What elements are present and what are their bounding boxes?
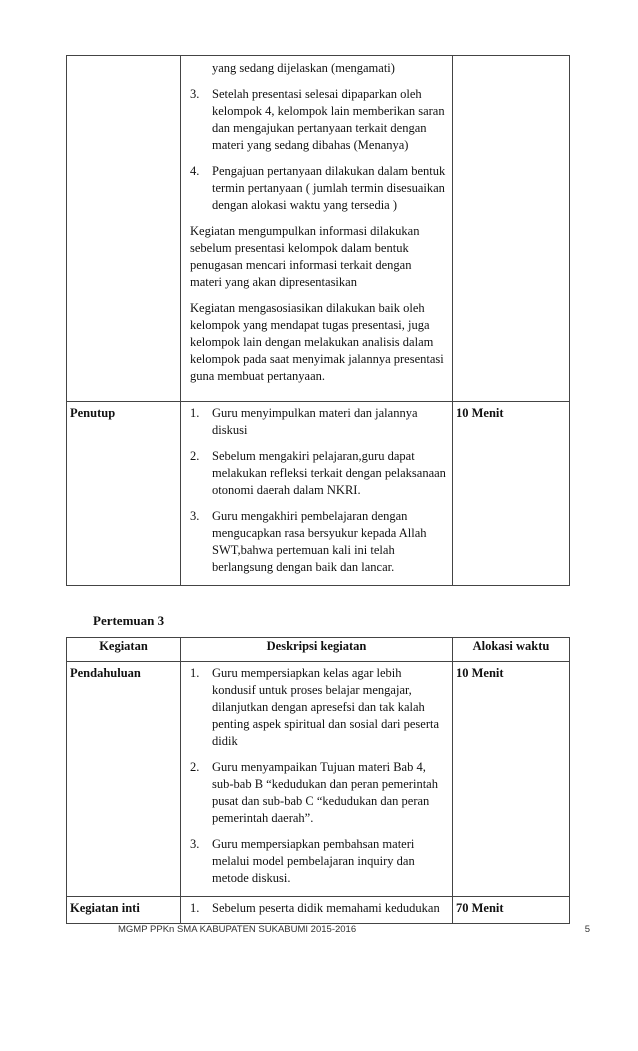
description-cell: [181, 56, 453, 402]
table-header-row: [67, 638, 570, 662]
activity-label: Penutup: [70, 406, 116, 420]
time-cell: [453, 56, 570, 402]
table-row: [67, 402, 570, 586]
header-kegiatan: Kegiatan: [67, 638, 181, 662]
list-item: 2. Guru menyampaikan Tujuan materi Bab 4, sub-bab B “kedudukan dan peran pemerintah pusat dan sub-bab C “kedudukan dan peran pemerintah daerah”.: [190, 760, 438, 825]
list-item: 1. Guru mempersiapkan kelas agar lebih kondusif untuk proses belajar mengajar, dilanjutkan dengan apresefsi dan tak kalah penting aspek spiritual dan sosial dari peserta didik: [190, 666, 440, 748]
list-item: 2. Sebelum mengakiri pelajaran,guru dapat melakukan refleksi terkait dengan pelaksanaan otonomi daerah dalam NKRI.: [190, 449, 446, 497]
list-item: 4. Pengajuan pertanyaan dilakukan dalam bentuk termin pertanyaan ( jumlah termin disesuaikan dengan alokasi waktu yang tersedia ): [190, 164, 446, 212]
page-footer: [118, 924, 590, 935]
time-allocation: 10 Menit: [456, 666, 504, 680]
table-row: [67, 56, 570, 402]
table-row: [67, 897, 570, 924]
list-item: 1. Guru menyimpulkan materi dan jalannya diskusi: [190, 406, 418, 437]
list-item: 3. Setelah presentasi selesai dipaparkan oleh kelompok 4, kelompok lain memberikan saran dan mengajukan pertanyaan terkait dengan materi yang sedang dibahas (Menanya): [190, 87, 445, 152]
footer-text: MGMP PPKn SMA KABUPATEN SUKABUMI 2015-2016: [118, 924, 357, 935]
activity-label: Pendahuluan: [70, 666, 141, 680]
activity-table-meeting-3: [66, 637, 570, 924]
header-deskripsi: Deskripsi kegiatan: [181, 638, 453, 662]
activity-label-cell: [67, 56, 181, 402]
activity-table-continued: [66, 55, 570, 586]
header-alokasi: Alokasi waktu: [453, 638, 570, 662]
continued-text: yang sedang dijelaskan (mengamati): [212, 61, 395, 75]
list-item: 3. Guru mengakhiri pembelajaran dengan mengucapkan rasa bersyukur kepada Allah SWT,bahwa pertemuan kali ini telah berlangsung dengan baik dan lancar.: [190, 509, 427, 574]
page-number: 5: [584, 924, 590, 935]
time-allocation: 10 Menit: [456, 406, 504, 420]
table-row: [67, 662, 570, 897]
activity-label: Kegiatan inti: [70, 901, 140, 915]
list-item: 3. Guru mempersiapkan pembahsan materi melalui model pembelajaran inquiry dan metode diskusi.: [190, 837, 415, 885]
time-allocation: 70 Menit: [456, 901, 504, 915]
section-title: Pertemuan 3: [93, 613, 165, 628]
list-item: 1. Sebelum peserta didik memahami kedudukan: [190, 901, 440, 915]
paragraph: Kegiatan mengumpulkan informasi dilakukan sebelum presentasi kelompok dalam bentuk penugasan mencari informasi terkait dengan materi yang akan dipresentasikan: [190, 224, 420, 289]
paragraph: Kegiatan mengasosiasikan dilakukan baik oleh kelompok yang mendapat tugas presentasi, juga kelompok lain dengan melakukan analisis dalam kelompok pada saat menyimak jalannya presentasi guna membuat pertanyaan.: [190, 301, 444, 383]
